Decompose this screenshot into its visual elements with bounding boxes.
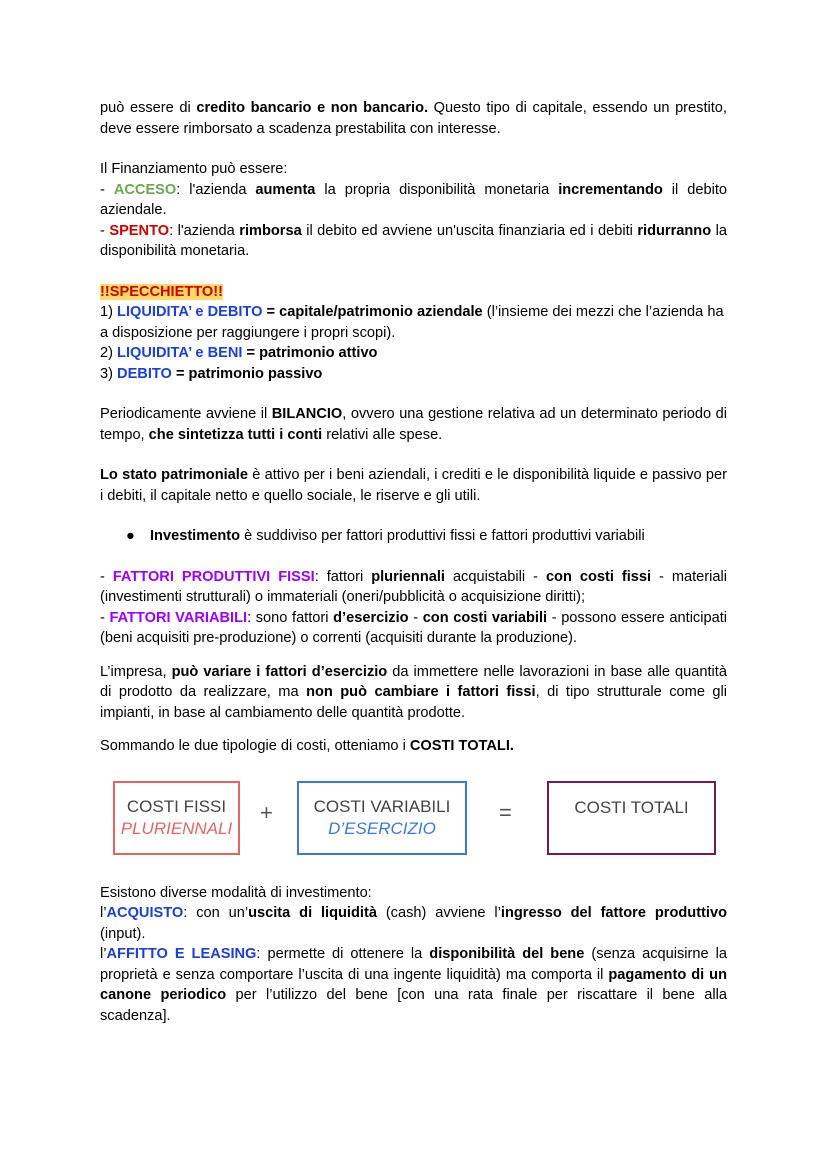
costi-totali-box	[547, 781, 716, 855]
investimento-acquisto: l’ACQUISTO: con un’uscita di liquidità (cash) avviene l’ingresso del fattore produttivo (input).	[100, 905, 728, 942]
pluriennali-label: PLURIENNALI	[120, 818, 233, 838]
specchietto-title: !!SPECCHIETTO!!	[100, 283, 223, 300]
fattori-fissi: - FATTORI PRODUTTIVI FISSI: fattori pluriennali acquistabili - con costi fissi - materiali (investimenti strutturali) o immateriali (oneri/pubblicità o acquisizione diritti);	[100, 568, 728, 605]
paragraph-impresa: L’impresa, può variare i fattori d’esercizio da immettere nelle lavorazioni in base alle quantità di prodotto da realizzare, ma non può cambiare i fattori fissi, di tipo strutturale come gli impianti, in base al cambiamento delle quantità prodotte.	[100, 663, 727, 721]
costi-totali-label: COSTI TOTALI	[574, 797, 689, 817]
finanziamento-acceso: - ACCESO: l'azienda aumenta la propria disponibilità monetaria incrementando il debito aziendale.	[100, 181, 727, 218]
specchietto-item-2: 2) LIQUIDITA’ e BENI = patrimonio attivo	[100, 345, 378, 361]
costi-variabili-label: COSTI VARIABILI	[313, 796, 451, 816]
paragraph-credito: può essere di credito bancario e non bancario. Questo tipo di capitale, essendo un prestito, deve essere rimborsato a scadenza prestabilita con interesse.	[100, 100, 727, 137]
fattori-variabili: - FATTORI VARIABILI: sono fattori d’esercizio - con costi variabili - possono essere anticipati (beni acquisiti pre-produzione) o correnti (acquisiti durante la produzione).	[100, 609, 728, 646]
paragraph-bilancio: Periodicamente avviene il BILANCIO, ovvero una gestione relativa ad un determinato periodo di tempo, che sintetizza tutti i conti relativi alle spese.	[100, 406, 727, 443]
costi-variabili-box	[297, 781, 467, 855]
document-body	[100, 98, 727, 1026]
equals-sign: =	[499, 799, 512, 825]
specchietto-item-1: 1) LIQUIDITA’ e DEBITO = capitale/patrimonio aziendale (l’insieme dei mezzi che l’azienda ha a disposizione per raggiungere i propri scopi).	[100, 304, 724, 341]
costi-diagram	[100, 773, 727, 869]
investimento-intro: Esistono diverse modalità di investimento:	[100, 884, 372, 901]
finanziamento-spento: - SPENTO: l'azienda rimborsa il debito ed avviene un'uscita finanziaria ed i debiti ridurranno la disponibilità monetaria.	[100, 222, 727, 259]
paragraph-sommando: Sommando le due tipologie di costi, otteniamo i COSTI TOTALI.	[100, 738, 514, 754]
esercizio-label: D’ESERCIZIO	[328, 818, 436, 838]
plus-sign: +	[260, 799, 273, 825]
bullet-dot-icon: ●	[126, 528, 135, 544]
finanziamento-intro: Il Finanziamento può essere:	[100, 161, 288, 177]
bullet-investimento: ● Investimento è suddiviso per fattori produttivi fissi e fattori produttivi variabili	[100, 526, 727, 547]
costi-fissi-box	[113, 781, 240, 855]
paragraph-stato-patrimoniale: Lo stato patrimoniale è attivo per i beni aziendali, i crediti e le disponibilità liquide e passivo per i debiti, il capitale netto e quello sociale, le riserve e gli utili.	[100, 467, 728, 504]
costi-fissi-label: COSTI FISSI	[126, 796, 227, 816]
specchietto-item-3: 3) DEBITO = patrimonio passivo	[100, 365, 323, 382]
investimento-affitto-leasing: l’AFFITTO E LEASING: permette di ottenere la disponibilità del bene (senza acquisirne la proprietà e senza comportare l’uscita di una ingente liquidità) ma comporta il pagamento di un canone periodico per l’utilizzo del bene [con una rata finale per riscattare il bene alla scadenza].	[100, 946, 727, 1024]
